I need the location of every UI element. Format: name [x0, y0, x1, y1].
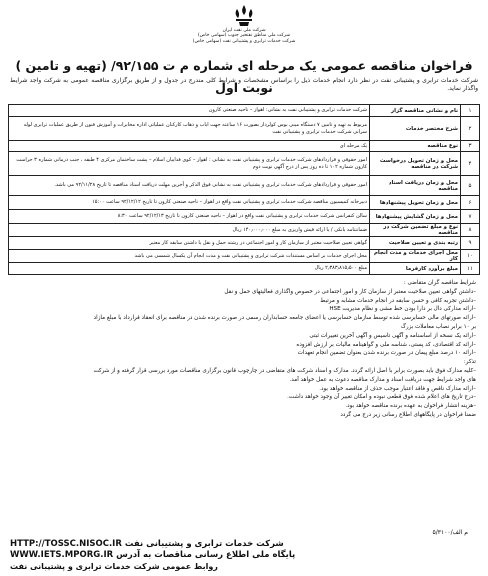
footer — [10, 539, 310, 572]
row-label: رتبه بندی و تعیین صلاحیت — [370, 237, 461, 250]
row-label: مبلغ برآورد کارفرما — [370, 263, 461, 275]
condition-item: های واجد شرایط جهت دریافت اسناد و مدارک مناقصه دعوت به عمل خواهد آمد. — [289, 376, 476, 383]
condition-item: –کلیه مدارک فوق باید بصورت برابر با اصل ارائه گردد. مدارک و اسناد شرکت های متقاضی در چارچوب قانون برگزاری مناقصات مورد بررسی قرار گرفته و از شرکت — [93, 367, 476, 374]
condition-item: تذکر: — [463, 359, 476, 366]
table-row — [9, 196, 480, 210]
footer-portal-url: WWW.IETS.MPORG.IR پایگاه ملی اطلاع رسانی مناقصات به آدرس — [10, 550, 296, 560]
nioc-logo-icon — [231, 4, 257, 28]
table-row — [9, 224, 480, 237]
row-value: ضمانتنامه بانکی / یا ارائه فیش واریزی به مبلغ ۱۴۰٫۰۰۰٫۰۰۰ ریال — [9, 224, 370, 237]
row-value: امور حقوقی و قراردادهای شرکت خدمات ترابری و پشتیبانی نفت به نشانی فوق الذکر و آخرین مهلت دریافت اسناد مناقصه تا تاریخ ۹۲/۱۱/۲۸ می باشد. — [9, 176, 370, 196]
row-value: دبیرخانه کمیسیون مناقصه شرکت خدمات ترابری و پشتیبانی نفت واقع در اهواز – ناحیه صنعتی کارون تا تاریخ ۹۲/۱۲/۱۲ ساعت ۱۵:۰۰ — [9, 196, 370, 210]
row-label: شرح مختصر خدمات — [370, 117, 461, 141]
org-line-1: شرکت ملی نفت ایران — [222, 28, 266, 33]
condition-item: –ارائه یک نسخه از اساسنامه و آگهی تاسیس و آگهی آخرین تغییرات ثبتی — [309, 332, 476, 339]
condition-item: –ارائه کد اقتصادی، کد پستی، شناسه ملی و گواهینامه مالیات بر ارزش افزوده — [296, 341, 476, 348]
row-number: ۳ — [461, 141, 480, 152]
table-row — [9, 117, 480, 141]
table-row — [9, 250, 480, 263]
org-line-3: شرکت خدمات ترابری و پشتیبانی نفت (سهامی خاص) — [192, 38, 296, 44]
row-value: محل اجرای خدمات بر اساس مستندات شرکت ترابری و پشتیبانی نفت و مدت انجام آن یکسال شمسی می باشد — [9, 250, 370, 263]
row-value: شرکت خدمات ترابری و پشتیبانی نفت به نشانی: اهواز – ناحیه صنعتی کارون — [9, 105, 370, 117]
table-row — [9, 210, 480, 224]
row-number: ۱۰ — [461, 250, 480, 263]
notice-title: فراخوان مناقصه عمومی یک مرحله ای شماره م ت ۹۲/۱۵۵/ (تهیه و تامین ) نوبت اول — [15, 58, 473, 95]
condition-item: بر ۱۰ برابر نصاب معاملات بزرگ — [400, 323, 476, 330]
row-label: محل و زمان تحویل درخواست شرکت در مناقصه — [370, 152, 461, 176]
row-label: محل اجرای خدمات و مدت انجام کار — [370, 250, 461, 263]
notice-intro: شرکت خدمات ترابری و پشتیبانی نفت در نظر دارد انجام خدمات ذیل را براساس مشخصات و شرایط کلی مندرج در جدول و از طریق برگزاری مناقصه عمومی به شرکت واجد شرایط واگذار نماید. — [10, 77, 478, 92]
row-label: محل و زمان گشایش پیشنهادها — [370, 210, 461, 224]
table-row — [9, 176, 480, 196]
row-label: نوع و مبلغ تضمین شرکت در مناقصه — [370, 224, 461, 237]
row-number: ۲ — [461, 117, 480, 141]
row-number: ۴ — [461, 152, 480, 176]
table-row — [9, 263, 480, 275]
header — [8, 4, 480, 54]
tender-details-table — [8, 104, 480, 275]
condition-item: –ارائه مدارکی دال بر دارا بودن خط مشی و نظام مدیریت HSE — [329, 306, 476, 313]
table-row — [9, 105, 480, 117]
row-number: ۷ — [461, 210, 480, 224]
table-row — [9, 152, 480, 176]
condition-item: –داشتن تجربه کافی و حسن سابقه در انجام خدمات مشابه و مرتبط — [320, 297, 476, 304]
row-label: محل و زمان دریافت اسناد مناقصه — [370, 176, 461, 196]
row-number: ۸ — [461, 224, 480, 237]
condition-item: –ارائه ۱۰ درصد مبلغ پیمان در صورت برنده شدن بعنوان تضمین انجام تعهدات — [297, 350, 476, 357]
reference-number: م الف/۵/۳۱۰۰ — [432, 529, 468, 536]
row-value: مربوط به تهیه و تامین ۷ دستگاه مینی بوس کولردار بصورت ۱۶ ساعته جهت ایاب و ذهاب کارکنان عملیاتی اداره مخابرات و آموزش فنون از طریق عملیات ترابری لوله سرانی شرکت خدمات ترابری و پشتیبانی نفت — [9, 117, 370, 141]
condition-item: –ارائه صورتهای مالی حسابرسی شده توسط سازمان حسابرسی یا اعضای جامعه حسابداران رسمی در صورت برنده شدن در مناقصه برای انعقاد قرارداد با مبلغ مازاد — [93, 315, 476, 322]
footer-public-relations: روابط عمومی شرکت خدمات ترابری و پشتیبانی نفت — [10, 562, 218, 571]
row-value: مبلغ ۲٫۳۸۳٫۸۱۵٫۵۰۰ ریال — [9, 263, 370, 275]
row-value: امور حقوقی و قراردادهای شرکت خدمات ترابری و پشتیبانی نفت به نشانی : اهواز – کوی فداییان اسلام – پشت ساختمان مرکزی ۴ طبقه ، جنب درمانی شماره ۳ حراست کارون شماره ۱۰۲ تا ده روز پس از درج آگهی نوبت دوم — [9, 152, 370, 176]
org-line-2: شرکت ملی مناطق نفتخیز جنوب (سهامی خاص) — [197, 33, 291, 39]
row-value: گواهی تعیین صلاحیت معتبر از سازمان کار و امور اجتماعی در رشته حمل و نقل یا داشتن سابقه کار معتبر — [9, 237, 370, 250]
table-row — [9, 141, 480, 152]
footer-company-url: HTTP://TOSSC.NISOC.IR شرکت خدمات ترابری و پشتیبانی نفت — [10, 539, 284, 549]
row-number: ۹ — [461, 237, 480, 250]
row-number: ۱۱ — [461, 263, 480, 275]
row-label: محل و زمان تحویل پیشنهادها — [370, 196, 461, 210]
condition-item: –ارائه مدارک ناقص و فاقد اعتبار موجب حذف از مناقصه خواهد بود. — [319, 385, 476, 392]
table-row — [9, 237, 480, 250]
row-value: سالن کنفرانس شرکت خدمات ترابری و پشتیبانی نفت واقع در اهواز – ناحیه صنعتی کارون تا تاریخ ۹۲/۱۲/۱۳ ساعت ۸:۳۰ — [9, 210, 370, 224]
row-label: نوع مناقصه — [370, 141, 461, 152]
row-number: ۵ — [461, 176, 480, 196]
condition-item: –هزینه انتشار فراخوان به عهده برنده مناقصه خواهد بود. — [345, 403, 476, 410]
row-number: ۱ — [461, 105, 480, 117]
row-value: یک مرحله ای — [9, 141, 370, 152]
condition-item: –درج تاریخ های اعلام شده فوق قطعی نبوده و امکان تغییر آن وجود خواهد داشت. — [287, 394, 476, 401]
row-number: ۶ — [461, 196, 480, 210]
conditions-section — [12, 279, 476, 429]
condition-item: ضمنا فراخوان در پایگاههای اطلاع رسانی زیر درج می گردد — [340, 411, 476, 418]
row-label: نام و نشانی مناقصه گزار — [370, 105, 461, 117]
conditions-heading: شرایط مناقصه گران متقاضی : — [403, 280, 476, 286]
condition-item: –داشتن گواهی تعیین صلاحیت معتبر از سازمان کار و امور اجتماعی در خصوص واگذاری فعالیتهای حمل و نقل — [224, 288, 476, 295]
